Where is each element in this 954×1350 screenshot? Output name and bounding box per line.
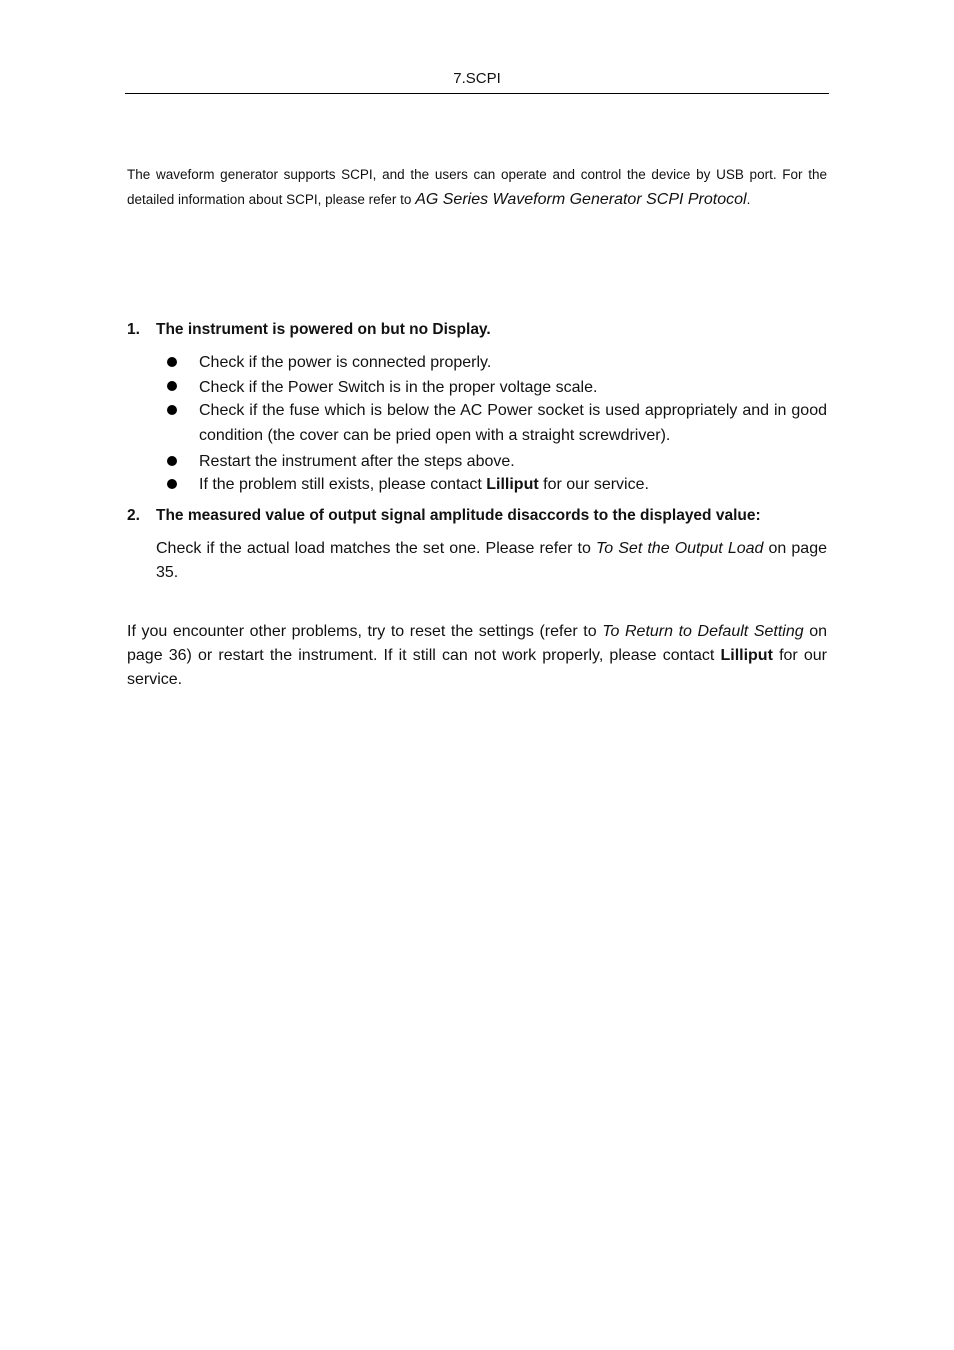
q1-bullet-1: Check if the power is connected properly. — [199, 354, 492, 371]
intro-paragraph — [127, 162, 827, 212]
q1-bullet-5-text: If the problem still exists, please contact — [199, 476, 482, 493]
closing-text-3: for our service. — [127, 647, 828, 688]
q2-answer-text: Check if the actual load matches the set one. Please refer to — [156, 540, 591, 557]
q1-bullet-3: Check if the fuse which is below the AC Power socket is used appropriately and in good condition (the cover can be pried open with a straight screwdriver). — [199, 402, 827, 444]
q2-answer — [156, 537, 827, 585]
intro-tail: . — [746, 192, 751, 207]
bullet-icon — [167, 405, 177, 415]
closing-text-2: on page 36) or restart the instrument. If it still can not work properly, please contact — [127, 623, 828, 664]
q1-number: 1. — [127, 321, 140, 338]
q1-bullet-4: Restart the instrument after the steps above. — [199, 453, 515, 470]
intro-doc-reference: AG Series Waveform Generator SCPI Protocol — [415, 191, 747, 208]
q1-bullet-5 — [199, 472, 827, 497]
bullet-icon — [167, 456, 177, 466]
page-header-title: 7.SCPI — [453, 70, 501, 87]
q2-answer-reference: To Set the Output Load — [595, 540, 764, 557]
q2-title: The measured value of output signal amplitude disaccords to the displayed value: — [156, 507, 761, 524]
brand-name: Lilliput — [720, 647, 773, 664]
header-divider — [125, 93, 829, 94]
q1-title: The instrument is powered on but no Display. — [156, 321, 491, 338]
bullet-icon — [167, 479, 177, 489]
brand-name: Lilliput — [486, 476, 539, 493]
bullet-icon — [167, 381, 177, 391]
q2-number: 2. — [127, 507, 140, 524]
closing-text-1: If you encounter other problems, try to reset the settings (refer to — [127, 623, 597, 640]
closing-reference: To Return to Default Setting — [602, 623, 804, 640]
q1-bullet-5-tail: for our service. — [543, 476, 649, 493]
bullet-icon — [167, 357, 177, 367]
q1-bullet-2: Check if the Power Switch is in the proper voltage scale. — [199, 379, 598, 396]
closing-paragraph — [127, 620, 827, 692]
intro-text: The waveform generator supports SCPI, and the users can operate and control the device by USB port. For the detailed information about SCPI, please refer to — [127, 167, 827, 207]
q2-answer-tail: on page 35. — [156, 540, 827, 581]
